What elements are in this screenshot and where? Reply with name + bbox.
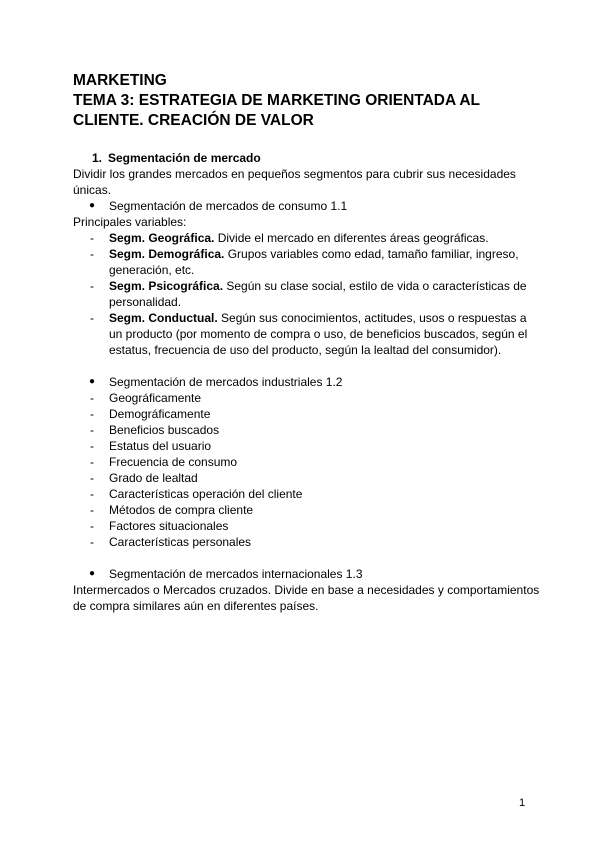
list-item-text: Características personales [109, 535, 252, 549]
list-item-term: Segm. Demográfica. [109, 247, 225, 261]
list-item [73, 310, 543, 358]
dash-marker: - [90, 423, 94, 437]
list-item [73, 534, 543, 550]
list-item-desc: Divide el mercado en diferentes áreas geográficas. [214, 231, 489, 245]
bullet-consumo-text: Segmentación de mercados de consumo 1.1 [109, 199, 348, 213]
list-item-term: Segm. Psicográfica. [109, 279, 224, 293]
list-item-text: Factores situacionales [109, 519, 229, 533]
list-item [73, 454, 543, 470]
list-item-desc: Según su clase social, estilo de vida o características de personalidad. [109, 279, 527, 309]
dash-marker: - [90, 455, 94, 469]
dash-marker: - [90, 503, 94, 517]
list-item-text: Grado de lealtad [109, 471, 198, 485]
list-item-text: Geográficamente [109, 391, 202, 405]
dash-marker: - [90, 487, 94, 501]
section-heading [73, 150, 543, 166]
spacer [73, 358, 543, 374]
dash-marker: - [90, 407, 94, 421]
section-intro: Dividir los grandes mercados en pequeños segmentos para cubrir sus necesidades únicas. [73, 167, 516, 197]
list-item-text: Demográficamente [109, 407, 211, 421]
bullet-internacionales [73, 566, 543, 582]
dash-marker: - [90, 231, 94, 245]
document-title [73, 71, 543, 131]
section-heading-text: Segmentación de mercado [108, 151, 261, 165]
list-item [73, 470, 543, 486]
bullet-icon: ● [89, 568, 96, 579]
bullet-icon: ● [89, 376, 96, 387]
dash-marker: - [90, 247, 94, 261]
list-item [73, 246, 543, 278]
dash-marker: - [90, 311, 94, 325]
dash-marker: - [90, 471, 94, 485]
dash-marker: - [90, 439, 94, 453]
bullet-internacionales-text: Segmentación de mercados internacionales 1.3 [109, 567, 363, 581]
list-item [73, 422, 543, 438]
list-item-text: Características operación del cliente [109, 487, 303, 501]
dash-marker: - [90, 391, 94, 405]
consumo-variables-list [73, 230, 543, 358]
list-item [73, 230, 543, 246]
dash-marker: - [90, 535, 94, 549]
list-item-text: Beneficios buscados [109, 423, 220, 437]
list-item-desc: Según sus conocimientos, actitudes, usos o respuestas a un producto (por momento de compra o uso, de beneficios buscados, según el estatus, frecuencia de uso del producto, según la lealtad del consumidor). [109, 311, 528, 357]
bullet-consumo [73, 198, 543, 214]
list-item [73, 390, 543, 406]
list-item-term: Segm. Conductual. [109, 311, 218, 325]
bullet-icon: ● [89, 200, 96, 211]
document-body [73, 150, 543, 614]
internacionales-text: Intermercados o Mercados cruzados. Divide en base a necesidades y comportamientos de compra similares aún en diferentes países. [73, 583, 540, 613]
variables-label: Principales variables: [73, 215, 187, 229]
section-number: 1. [92, 151, 103, 165]
list-item [73, 518, 543, 534]
bullet-industriales-text: Segmentación de mercados industriales 1.2 [109, 375, 343, 389]
list-item [73, 406, 543, 422]
title-line-marketing: MARKETING [73, 72, 167, 89]
list-item [73, 502, 543, 518]
list-item [73, 278, 543, 310]
dash-marker: - [90, 279, 94, 293]
list-item [73, 438, 543, 454]
dash-marker: - [90, 519, 94, 533]
spacer [73, 550, 543, 566]
list-item-text: Métodos de compra cliente [109, 503, 254, 517]
list-item-text: Estatus del usuario [109, 439, 212, 453]
list-item-desc: Grupos variables como edad, tamaño familiar, ingreso, generación, etc. [109, 247, 519, 277]
industriales-list [73, 390, 543, 550]
list-item-text: Frecuencia de consumo [109, 455, 238, 469]
bullet-industriales [73, 374, 543, 390]
list-item [73, 486, 543, 502]
list-item-term: Segm. Geográfica. [109, 231, 215, 245]
page-number: 1 [519, 797, 526, 809]
title-line-tema: TEMA 3: ESTRATEGIA DE MARKETING ORIENTADA AL CLIENTE. CREACIÓN DE VALOR [73, 92, 480, 129]
